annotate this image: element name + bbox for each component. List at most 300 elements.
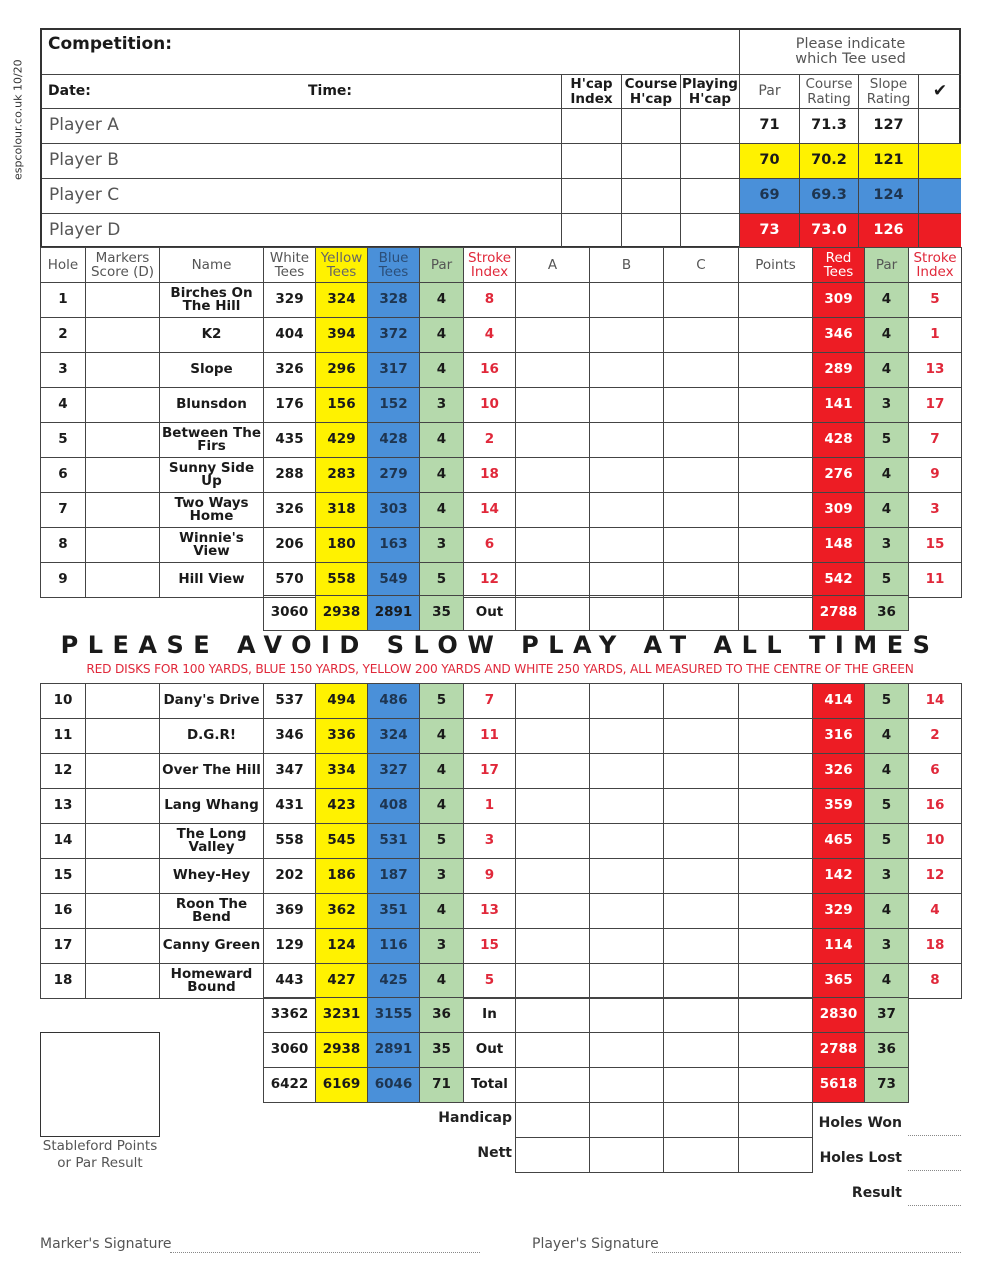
- handicap-player-b[interactable]: [590, 1103, 664, 1138]
- white-tees-header: White Tees: [264, 248, 316, 283]
- markers-score-cell[interactable]: [86, 684, 160, 719]
- markers-score-cell[interactable]: [86, 388, 160, 423]
- points-header: Points: [739, 248, 813, 283]
- player-a-score[interactable]: [516, 964, 590, 999]
- player-a-score[interactable]: [516, 353, 590, 388]
- player-c-score[interactable]: [664, 754, 739, 789]
- markers-score-cell[interactable]: [86, 458, 160, 493]
- points-cell[interactable]: [739, 458, 813, 493]
- hole-number: 10: [41, 684, 86, 719]
- total-red-par: 37: [865, 998, 909, 1033]
- player-c-score[interactable]: [664, 859, 739, 894]
- white-tee-yardage: 202: [264, 859, 316, 894]
- markers-score-cell[interactable]: [86, 859, 160, 894]
- markers-score-cell[interactable]: [86, 789, 160, 824]
- hole-row: [41, 684, 962, 719]
- player-c-name[interactable]: Player C: [42, 178, 561, 213]
- player-b-score[interactable]: [590, 318, 664, 353]
- red-tee-yardage: 414: [813, 684, 865, 719]
- player-c-playing-hcap[interactable]: [680, 178, 739, 213]
- hole-number: 7: [41, 493, 86, 528]
- white-tee-yardage: 435: [264, 423, 316, 458]
- blue-tee-yardage: 486: [368, 684, 420, 719]
- player-a-score[interactable]: [516, 458, 590, 493]
- player-a-score[interactable]: [516, 929, 590, 964]
- points-cell[interactable]: [739, 754, 813, 789]
- yellow-tee-yardage: 545: [316, 824, 368, 859]
- red-par: 3: [865, 859, 909, 894]
- hole-name: D.G.R!: [160, 719, 264, 754]
- hole-name: Hill View: [160, 563, 264, 598]
- out-player-c[interactable]: [664, 596, 739, 631]
- yellow-tee-yardage: 156: [316, 388, 368, 423]
- player-b-header: B: [590, 248, 664, 283]
- red-par: 73: [739, 213, 799, 248]
- red-tee-yardage: 359: [813, 789, 865, 824]
- markers-score-cell[interactable]: [86, 719, 160, 754]
- out-points[interactable]: [739, 596, 813, 631]
- hole-row: [41, 528, 962, 563]
- name-header: Name: [160, 248, 264, 283]
- time-field[interactable]: [362, 74, 552, 108]
- player-c-score[interactable]: [664, 563, 739, 598]
- red-par: 4: [865, 493, 909, 528]
- red-par: 4: [865, 318, 909, 353]
- red-stroke-index: 4: [909, 894, 962, 929]
- holes-lost-field[interactable]: [908, 1170, 961, 1171]
- hole-row: [41, 894, 962, 929]
- total-player-b[interactable]: [590, 1033, 664, 1068]
- total-white: 6422: [264, 1068, 316, 1103]
- player-b-score[interactable]: [590, 719, 664, 754]
- total-red: 2788: [813, 1033, 865, 1068]
- out-player-a[interactable]: [516, 596, 590, 631]
- hole-par: 4: [420, 283, 464, 318]
- player-a-score[interactable]: [516, 563, 590, 598]
- red-tee-yardage: 289: [813, 353, 865, 388]
- white-slope-rating: 127: [858, 108, 918, 143]
- red-stroke-index: 12: [909, 859, 962, 894]
- player-a-playing-hcap[interactable]: [680, 108, 739, 143]
- stableford-box[interactable]: [40, 1032, 160, 1137]
- hole-par: 4: [420, 964, 464, 999]
- hole-number: 3: [41, 353, 86, 388]
- hole-name: Winnie's View: [160, 528, 264, 563]
- yellow-tee-yardage: 394: [316, 318, 368, 353]
- player-d-course-hcap[interactable]: [621, 213, 680, 248]
- markers-score-header: Markers Score (D): [86, 248, 160, 283]
- hole-number: 5: [41, 423, 86, 458]
- player-b-score[interactable]: [590, 563, 664, 598]
- handicap-player-a[interactable]: [516, 1103, 590, 1138]
- white-course-rating: 71.3: [799, 108, 858, 143]
- markers-score-cell[interactable]: [86, 964, 160, 999]
- blue-tee-yardage: 408: [368, 789, 420, 824]
- white-tee-yardage: 431: [264, 789, 316, 824]
- player-a-course-hcap[interactable]: [621, 108, 680, 143]
- red-par: 5: [865, 684, 909, 719]
- red-tee-yardage: 148: [813, 528, 865, 563]
- totals-table: [263, 997, 909, 1103]
- player-c-score[interactable]: [664, 789, 739, 824]
- blue-tee-checkbox[interactable]: [918, 178, 961, 213]
- total-row: [264, 1033, 909, 1068]
- red-stroke-index-header: Stroke Index: [909, 248, 962, 283]
- player-c-score[interactable]: [664, 528, 739, 563]
- stroke-index: 4: [464, 318, 516, 353]
- player-b-score[interactable]: [590, 824, 664, 859]
- nett-player-c[interactable]: [664, 1138, 739, 1173]
- player-b-score[interactable]: [590, 859, 664, 894]
- nett-label: Nett: [477, 1145, 512, 1161]
- points-cell[interactable]: [739, 528, 813, 563]
- stroke-index: 5: [464, 964, 516, 999]
- hole-name: Canny Green: [160, 929, 264, 964]
- points-cell[interactable]: [739, 388, 813, 423]
- player-c-score[interactable]: [664, 283, 739, 318]
- player-b-score[interactable]: [590, 493, 664, 528]
- total-points[interactable]: [739, 998, 813, 1033]
- red-par: 5: [865, 789, 909, 824]
- blue-tees-header: Blue Tees: [368, 248, 420, 283]
- hole-number: 1: [41, 283, 86, 318]
- red-stroke-index: 10: [909, 824, 962, 859]
- hole-number: 6: [41, 458, 86, 493]
- player-a-score[interactable]: [516, 318, 590, 353]
- total-row: [264, 1068, 909, 1103]
- player-c-score[interactable]: [664, 684, 739, 719]
- player-a-score[interactable]: [516, 388, 590, 423]
- yellow-course-rating: 70.2: [799, 143, 858, 178]
- markers-score-cell[interactable]: [86, 283, 160, 318]
- player-a-score[interactable]: [516, 754, 590, 789]
- points-cell[interactable]: [739, 859, 813, 894]
- competition-field[interactable]: [42, 30, 739, 74]
- markers-score-cell[interactable]: [86, 563, 160, 598]
- red-stroke-index: 7: [909, 423, 962, 458]
- front-nine-table: [40, 247, 962, 598]
- markers-score-cell[interactable]: [86, 423, 160, 458]
- white-tee-yardage: 443: [264, 964, 316, 999]
- yellow-par: 70: [739, 143, 799, 178]
- points-cell[interactable]: [739, 789, 813, 824]
- player-b-score[interactable]: [590, 754, 664, 789]
- player-c-score[interactable]: [664, 824, 739, 859]
- total-par: 71: [420, 1068, 464, 1103]
- total-white: 3060: [264, 1033, 316, 1068]
- hole-row: [41, 929, 962, 964]
- white-tee-yardage: 369: [264, 894, 316, 929]
- nett-player-b[interactable]: [590, 1138, 664, 1173]
- blue-slope-rating: 124: [858, 178, 918, 213]
- player-b-score[interactable]: [590, 964, 664, 999]
- player-a-score[interactable]: [516, 528, 590, 563]
- markers-score-cell[interactable]: [86, 353, 160, 388]
- player-a-hcap-index[interactable]: [561, 108, 621, 143]
- blue-tee-yardage: 303: [368, 493, 420, 528]
- total-yellow: 6169: [316, 1068, 368, 1103]
- yellow-tee-yardage: 494: [316, 684, 368, 719]
- blue-tee-yardage: 351: [368, 894, 420, 929]
- player-a-score[interactable]: [516, 423, 590, 458]
- white-tee-yardage: 326: [264, 493, 316, 528]
- player-b-name[interactable]: Player B: [42, 143, 561, 178]
- red-par: 4: [865, 754, 909, 789]
- player-c-score[interactable]: [664, 458, 739, 493]
- total-player-c[interactable]: [664, 1068, 739, 1103]
- total-player-a[interactable]: [516, 1033, 590, 1068]
- red-par-header: Par: [865, 248, 909, 283]
- blue-tee-yardage: 372: [368, 318, 420, 353]
- total-par: 35: [420, 1033, 464, 1068]
- red-tee-checkbox[interactable]: [918, 213, 961, 248]
- hole-par: 4: [420, 719, 464, 754]
- player-c-score[interactable]: [664, 929, 739, 964]
- points-cell[interactable]: [739, 929, 813, 964]
- player-b-score[interactable]: [590, 684, 664, 719]
- points-cell[interactable]: [739, 894, 813, 929]
- points-cell[interactable]: [739, 824, 813, 859]
- tee-note: Please indicate which Tee used: [739, 30, 961, 74]
- markers-score-cell[interactable]: [86, 754, 160, 789]
- hole-header: Hole: [41, 248, 86, 283]
- red-stroke-index: 3: [909, 493, 962, 528]
- player-c-score[interactable]: [664, 719, 739, 754]
- stroke-index: 7: [464, 684, 516, 719]
- player-b-score[interactable]: [590, 283, 664, 318]
- total-player-a[interactable]: [516, 1068, 590, 1103]
- player-c-score[interactable]: [664, 388, 739, 423]
- hole-par: 4: [420, 458, 464, 493]
- points-cell[interactable]: [739, 684, 813, 719]
- stroke-index: 6: [464, 528, 516, 563]
- total-player-b[interactable]: [590, 998, 664, 1033]
- stroke-index: 17: [464, 754, 516, 789]
- out-player-b[interactable]: [590, 596, 664, 631]
- total-white: 3362: [264, 998, 316, 1033]
- player-a-score[interactable]: [516, 493, 590, 528]
- out-label: Out: [464, 596, 516, 631]
- white-tee-yardage: 326: [264, 353, 316, 388]
- markers-score-cell[interactable]: [86, 318, 160, 353]
- points-cell[interactable]: [739, 719, 813, 754]
- hcap-index-header: H'cap Index: [561, 74, 621, 108]
- markers-score-cell[interactable]: [86, 528, 160, 563]
- hole-number: 2: [41, 318, 86, 353]
- stroke-index-header: Stroke Index: [464, 248, 516, 283]
- player-a-name[interactable]: Player A: [42, 108, 561, 143]
- red-tee-yardage: 141: [813, 388, 865, 423]
- hole-name: Whey-Hey: [160, 859, 264, 894]
- player-a-score[interactable]: [516, 283, 590, 318]
- player-c-hcap-index[interactable]: [561, 178, 621, 213]
- out-white-total: 3060: [264, 596, 316, 631]
- scorecard-header: [40, 28, 961, 248]
- total-red-par: 73: [865, 1068, 909, 1103]
- total-player-b[interactable]: [590, 1068, 664, 1103]
- player-b-score[interactable]: [590, 789, 664, 824]
- white-tee-yardage: 176: [264, 388, 316, 423]
- markers-score-cell[interactable]: [86, 929, 160, 964]
- player-b-course-hcap[interactable]: [621, 143, 680, 178]
- player-a-score[interactable]: [516, 789, 590, 824]
- points-cell[interactable]: [739, 493, 813, 528]
- hole-number: 16: [41, 894, 86, 929]
- slope-rating-header: Slope Rating: [858, 74, 918, 108]
- points-cell[interactable]: [739, 964, 813, 999]
- total-points[interactable]: [739, 1033, 813, 1068]
- hole-number: 17: [41, 929, 86, 964]
- red-par: 3: [865, 528, 909, 563]
- red-stroke-index: 17: [909, 388, 962, 423]
- distance-markers-note: RED DISKS FOR 100 YARDS, BLUE 150 YARDS, YELLOW 200 YARDS AND WHITE 250 YARDS, ALL MEASURED TO THE CENTRE OF THE GREEN: [86, 662, 914, 676]
- handicap-label: Handicap: [438, 1110, 512, 1126]
- red-tee-yardage: 542: [813, 563, 865, 598]
- blue-tee-yardage: 279: [368, 458, 420, 493]
- hole-par: 4: [420, 789, 464, 824]
- red-stroke-index: 18: [909, 929, 962, 964]
- player-b-score[interactable]: [590, 458, 664, 493]
- hole-row: [41, 318, 962, 353]
- player-b-score[interactable]: [590, 388, 664, 423]
- out-red-par-total: 36: [865, 596, 909, 631]
- player-a-score[interactable]: [516, 859, 590, 894]
- hole-number: 18: [41, 964, 86, 999]
- result-field[interactable]: [908, 1205, 961, 1206]
- player-b-score[interactable]: [590, 528, 664, 563]
- red-stroke-index: 13: [909, 353, 962, 388]
- red-stroke-index: 5: [909, 283, 962, 318]
- hole-name: Blunsdon: [160, 388, 264, 423]
- yellow-tee-yardage: 423: [316, 789, 368, 824]
- check-header-icon: ✔: [918, 74, 961, 108]
- player-b-hcap-index[interactable]: [561, 143, 621, 178]
- player-d-playing-hcap[interactable]: [680, 213, 739, 248]
- markers-score-cell[interactable]: [86, 493, 160, 528]
- total-player-c[interactable]: [664, 1033, 739, 1068]
- hole-number: 14: [41, 824, 86, 859]
- slow-play-banner: PLEASE AVOID SLOW PLAY AT ALL TIMES: [60, 631, 940, 659]
- points-cell[interactable]: [739, 283, 813, 318]
- time-label: Time:: [308, 82, 353, 99]
- red-tee-yardage: 329: [813, 894, 865, 929]
- hole-par: 3: [420, 929, 464, 964]
- blue-course-rating: 69.3: [799, 178, 858, 213]
- red-stroke-index: 15: [909, 528, 962, 563]
- total-red: 2830: [813, 998, 865, 1033]
- white-tee-checkbox[interactable]: [918, 108, 961, 143]
- points-cell[interactable]: [739, 353, 813, 388]
- red-tee-yardage: 326: [813, 754, 865, 789]
- yellow-tee-yardage: 429: [316, 423, 368, 458]
- yellow-tee-checkbox[interactable]: [918, 143, 961, 178]
- holes-won-label: Holes Won: [818, 1115, 902, 1131]
- player-d-hcap-index[interactable]: [561, 213, 621, 248]
- player-a-score[interactable]: [516, 719, 590, 754]
- player-c-score[interactable]: [664, 493, 739, 528]
- playing-hcap-header: Playing H'cap: [680, 74, 739, 108]
- player-c-score[interactable]: [664, 318, 739, 353]
- total-player-a[interactable]: [516, 998, 590, 1033]
- red-tee-yardage: 309: [813, 493, 865, 528]
- red-par: 4: [865, 353, 909, 388]
- blue-tee-yardage: 425: [368, 964, 420, 999]
- player-d-name[interactable]: Player D: [42, 213, 561, 248]
- stroke-index: 1: [464, 789, 516, 824]
- hole-row: [41, 964, 962, 999]
- hole-row: [41, 388, 962, 423]
- stroke-index: 18: [464, 458, 516, 493]
- total-label: Total: [464, 1068, 516, 1103]
- handicap-player-c[interactable]: [664, 1103, 739, 1138]
- points-cell[interactable]: [739, 563, 813, 598]
- player-b-score[interactable]: [590, 894, 664, 929]
- player-a-score[interactable]: [516, 894, 590, 929]
- stroke-index: 3: [464, 824, 516, 859]
- nett-player-a[interactable]: [516, 1138, 590, 1173]
- player-c-score[interactable]: [664, 964, 739, 999]
- total-points[interactable]: [739, 1068, 813, 1103]
- hole-row: [41, 563, 962, 598]
- hole-name: Homeward Bound: [160, 964, 264, 999]
- stroke-index: 13: [464, 894, 516, 929]
- player-b-score[interactable]: [590, 353, 664, 388]
- points-cell[interactable]: [739, 318, 813, 353]
- hole-name: Dany's Drive: [160, 684, 264, 719]
- red-tees-header: Red Tees: [813, 248, 865, 283]
- date-field[interactable]: [122, 74, 302, 108]
- out-yellow-total: 2938: [316, 596, 368, 631]
- player-b-score[interactable]: [590, 929, 664, 964]
- player-signature-field[interactable]: [652, 1252, 961, 1253]
- par-header: Par: [739, 74, 799, 108]
- marker-signature-field[interactable]: [170, 1252, 480, 1253]
- player-c-score[interactable]: [664, 353, 739, 388]
- player-c-course-hcap[interactable]: [621, 178, 680, 213]
- player-a-score[interactable]: [516, 824, 590, 859]
- total-blue: 2891: [368, 1033, 420, 1068]
- yellow-tee-yardage: 558: [316, 563, 368, 598]
- points-cell[interactable]: [739, 423, 813, 458]
- markers-score-cell[interactable]: [86, 894, 160, 929]
- red-tee-yardage: 365: [813, 964, 865, 999]
- red-tee-yardage: 276: [813, 458, 865, 493]
- total-player-c[interactable]: [664, 998, 739, 1033]
- total-par: 36: [420, 998, 464, 1033]
- player-b-playing-hcap[interactable]: [680, 143, 739, 178]
- blue-tee-yardage: 327: [368, 754, 420, 789]
- yellow-tee-yardage: 296: [316, 353, 368, 388]
- player-a-score[interactable]: [516, 684, 590, 719]
- red-stroke-index: 8: [909, 964, 962, 999]
- player-c-score[interactable]: [664, 423, 739, 458]
- markers-score-cell[interactable]: [86, 824, 160, 859]
- red-stroke-index: 6: [909, 754, 962, 789]
- red-slope-rating: 126: [858, 213, 918, 248]
- player-signature-label: Player's Signature: [532, 1236, 659, 1252]
- yellow-tee-yardage: 334: [316, 754, 368, 789]
- hole-par: 3: [420, 528, 464, 563]
- player-c-score[interactable]: [664, 894, 739, 929]
- stroke-index: 14: [464, 493, 516, 528]
- red-stroke-index: 16: [909, 789, 962, 824]
- hole-row: [41, 283, 962, 318]
- total-red-par: 36: [865, 1033, 909, 1068]
- holes-won-field[interactable]: [908, 1135, 961, 1136]
- white-par: 71: [739, 108, 799, 143]
- hole-row: [41, 824, 962, 859]
- player-b-score[interactable]: [590, 423, 664, 458]
